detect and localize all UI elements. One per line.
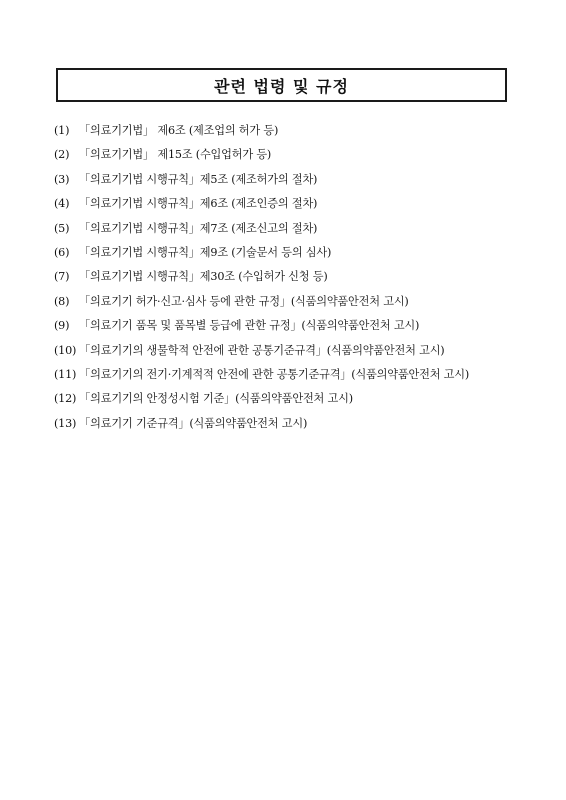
- list-item: [54, 268, 524, 292]
- list-item: [54, 220, 524, 244]
- item-text: 「의료기기법 시행규칙」제5조 (제조허가의 절차): [79, 172, 318, 186]
- item-number: (12): [54, 392, 77, 406]
- item-number: (6): [54, 245, 70, 259]
- item-text: 「의료기기 허가·신고·심사 등에 관한 규정」(식품의약품안전처 고시): [79, 294, 409, 308]
- list-item: [54, 317, 524, 341]
- item-text: 「의료기기법 시행규칙」제9조 (기술문서 등의 심사): [79, 245, 332, 259]
- item-number: (1): [54, 124, 70, 137]
- list-item: [54, 195, 524, 219]
- list-item: [54, 146, 524, 170]
- item-number: (7): [54, 270, 70, 284]
- list-item: [54, 342, 524, 366]
- item-number: (8): [54, 294, 70, 308]
- list-item: [54, 415, 524, 439]
- list-item: [54, 122, 524, 146]
- list-item: [54, 171, 524, 195]
- item-number: (5): [54, 221, 70, 235]
- item-number: (9): [54, 319, 70, 333]
- item-number: (2): [54, 148, 70, 162]
- title-box: [56, 68, 507, 102]
- item-text: 「의료기기의 생물학적 안전에 관한 공통기준규격」(식품의약품안전처 고시): [79, 343, 445, 357]
- item-text: 「의료기기법」 제15조 (수입업허가 등): [79, 148, 272, 162]
- item-number: (4): [54, 197, 70, 211]
- item-number: (10): [54, 343, 77, 357]
- list-item: [54, 390, 524, 414]
- item-number: (11): [54, 367, 77, 381]
- page-title: 관련 법령 및 규정: [214, 76, 349, 96]
- list-item: [54, 366, 524, 390]
- item-text: 「의료기기 품목 및 품목별 등급에 관한 규정」(식품의약품안전처 고시): [79, 319, 420, 333]
- item-text: 「의료기기 기준규격」(식품의약품안전처 고시): [79, 416, 308, 430]
- item-text: 「의료기기법 시행규칙」제30조 (수입허가 신청 등): [79, 270, 328, 284]
- list-item: [54, 293, 524, 317]
- item-number: (13): [54, 416, 77, 430]
- list-item: [54, 244, 524, 268]
- regulation-list: [54, 122, 524, 439]
- item-text: 「의료기기의 전기·기계적적 안전에 관한 공통기준규격」(식품의약품안전처 고시): [79, 367, 470, 381]
- item-text: 「의료기기법 시행규칙」제6조 (제조인증의 절차): [79, 197, 318, 211]
- item-text: 「의료기기법 시행규칙」제7조 (제조신고의 절차): [79, 221, 318, 235]
- item-text: 「의료기기법」 제6조 (제조업의 허가 등): [79, 124, 279, 137]
- item-text: 「의료기기의 안정성시험 기준」(식품의약품안전처 고시): [79, 392, 353, 406]
- item-number: (3): [54, 172, 70, 186]
